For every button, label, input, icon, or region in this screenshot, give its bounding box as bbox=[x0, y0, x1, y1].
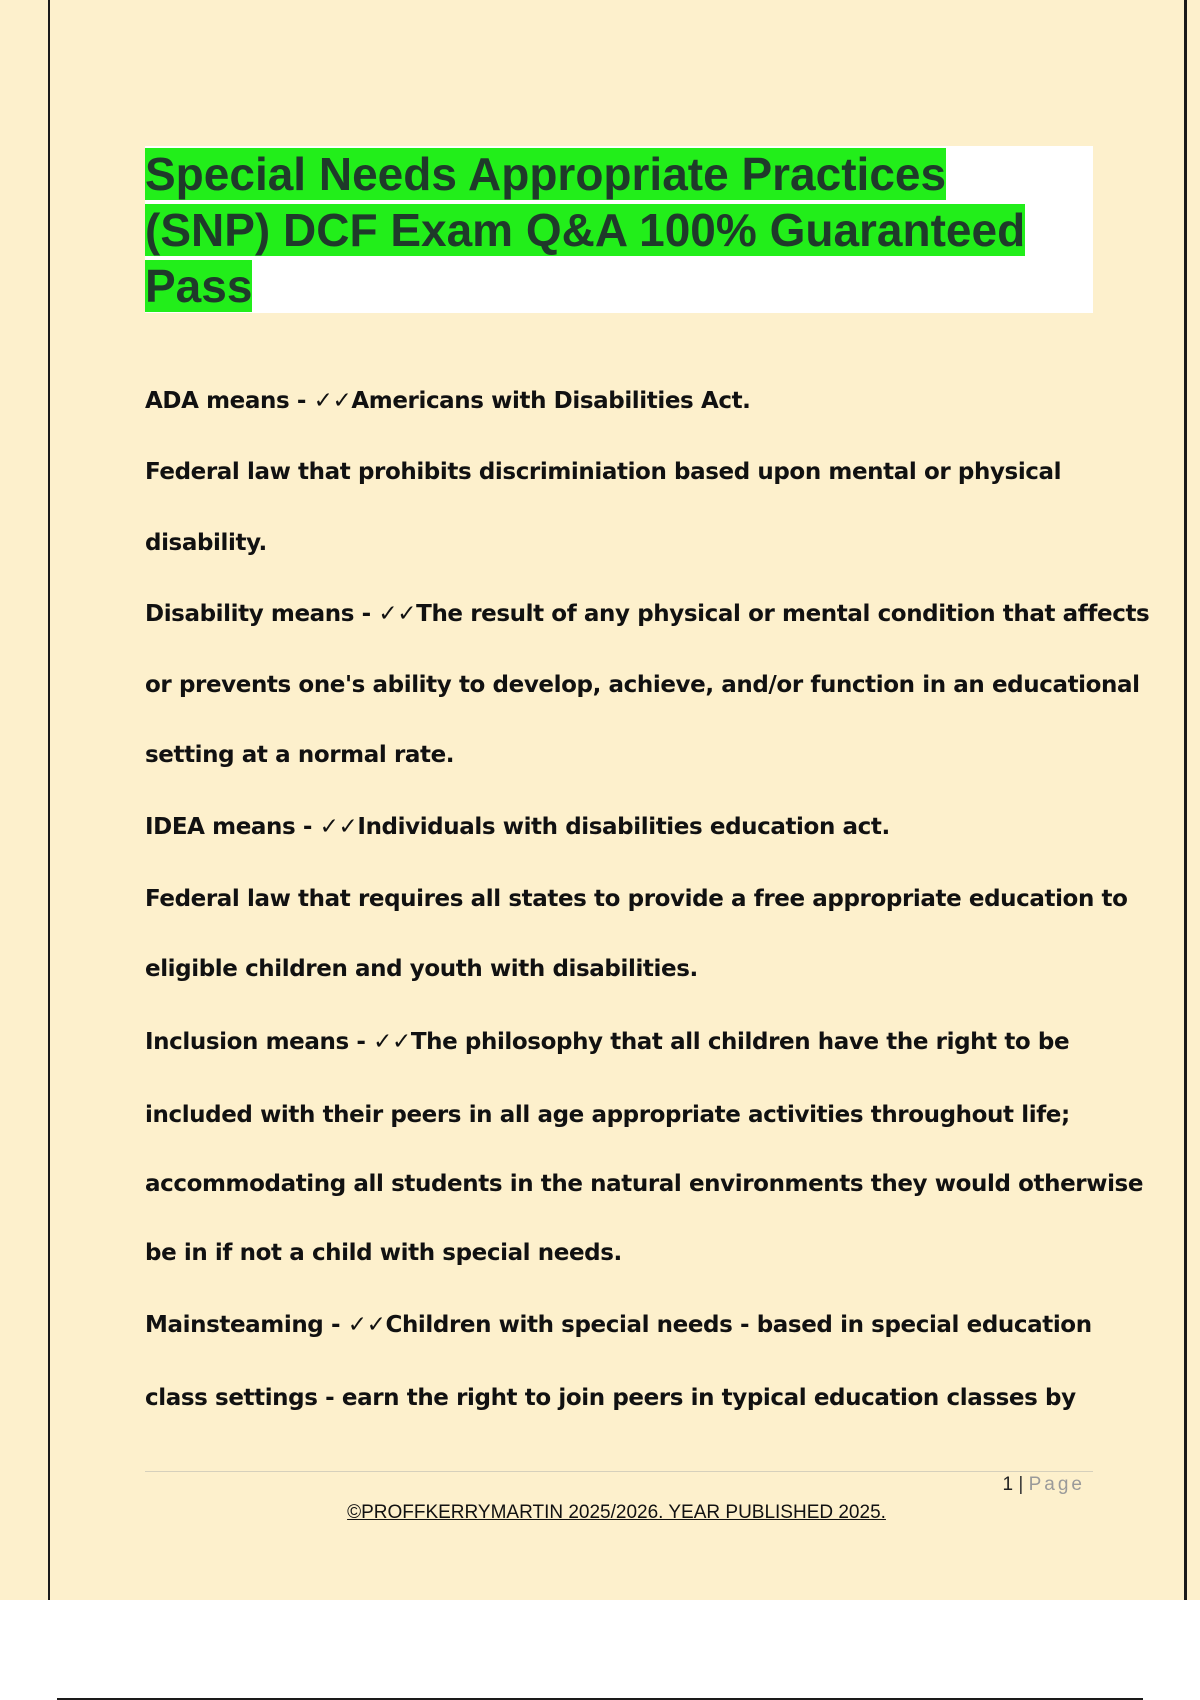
title-line-3: Pass bbox=[145, 260, 253, 312]
body-line: included with their peers in all age appropriate activities throughout life; bbox=[145, 1102, 1070, 1128]
body-line: Federal law that prohibits discriminiation based upon mental or physical bbox=[145, 459, 1062, 485]
body-line: eligible children and youth with disabilities. bbox=[145, 956, 698, 982]
page-number-separator: | bbox=[1018, 1474, 1024, 1495]
page-border-left bbox=[48, 0, 50, 1600]
body-line: Federal law that requires all states to provide a free appropriate education to bbox=[145, 886, 1128, 912]
title-line-1: Special Needs Appropriate Practices bbox=[145, 148, 947, 200]
document-title bbox=[145, 146, 1093, 314]
body-line: Mainsteaming - ✓✓Children with special needs - based in special education bbox=[145, 1312, 1092, 1338]
body-line: disability. bbox=[145, 530, 267, 556]
body-line: IDEA means - ✓✓Individuals with disabilities education act. bbox=[145, 814, 890, 840]
body-line: accommodating all students in the natural environments they would otherwise bbox=[145, 1171, 1144, 1197]
body-line: Disability means - ✓✓The result of any physical or mental condition that affects bbox=[145, 601, 1150, 627]
copyright-notice: ©PROFFKERRYMARTIN 2025/2026. YEAR PUBLISHED 2025. bbox=[347, 1502, 886, 1523]
page-number bbox=[960, 1474, 1085, 1496]
body-line: setting at a normal rate. bbox=[145, 742, 455, 768]
title-line-2: (SNP) DCF Exam Q&A 100% Guaranteed bbox=[145, 204, 1026, 256]
body-line: class settings - earn the right to join peers in typical education classes by bbox=[145, 1385, 1076, 1411]
body-line: or prevents one's ability to develop, achieve, and/or function in an educational bbox=[145, 672, 1140, 698]
body-line: Inclusion means - ✓✓The philosophy that all children have the right to be bbox=[145, 1029, 1070, 1055]
footer-divider bbox=[145, 1471, 1093, 1472]
body-line: be in if not a child with special needs. bbox=[145, 1240, 622, 1266]
page-border-right bbox=[1184, 0, 1187, 1600]
body-line: ADA means - ✓✓Americans with Disabilities Act. bbox=[145, 388, 751, 414]
page-label: Page bbox=[1028, 1474, 1085, 1495]
page-number-value: 1 bbox=[1002, 1474, 1014, 1495]
